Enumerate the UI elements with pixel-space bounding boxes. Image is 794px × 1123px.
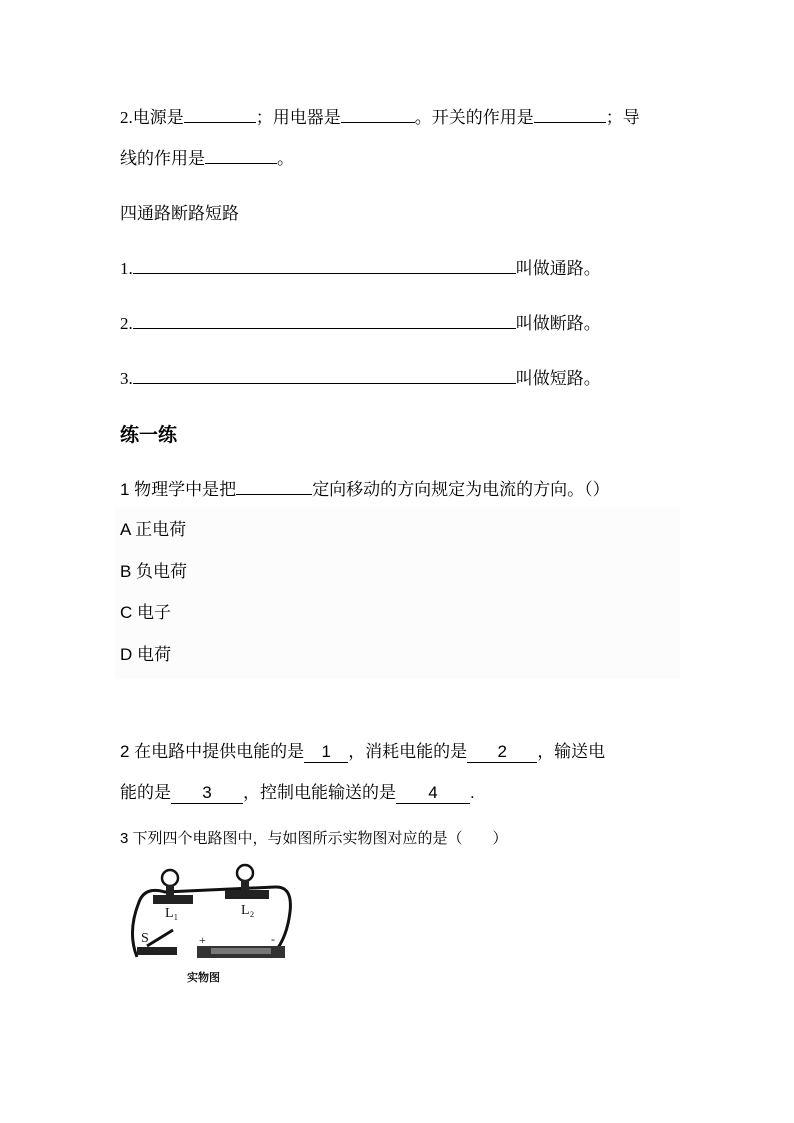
battery xyxy=(197,946,285,958)
power-source-label: 电源是 xyxy=(132,108,184,128)
question-1 xyxy=(120,478,610,502)
section2-line1 xyxy=(120,106,640,130)
section2-line2 xyxy=(120,147,294,171)
circuit-photo-figure xyxy=(125,862,295,987)
q1-suffix: 定向移动的方向规定为电流的方向。（） xyxy=(312,480,610,499)
q2-blank-3[interactable]: 3 xyxy=(171,783,243,804)
wire-role-end: 。 xyxy=(277,149,294,169)
q2-prefix: 2 在电路中提供电能的是 xyxy=(120,742,305,761)
closed-circuit-blank[interactable] xyxy=(133,257,516,274)
q2-line2-prefix: 能的是 xyxy=(120,783,171,802)
switch-role-blank[interactable] xyxy=(534,106,606,123)
section4-title: 四通路断路短路 xyxy=(120,204,239,224)
closed-circuit-label: 叫做通路。 xyxy=(515,259,601,279)
figure-caption: 实物图 xyxy=(187,971,220,984)
practice-title: 练一练 xyxy=(120,424,178,446)
item-number: 1. xyxy=(120,259,133,278)
wire-role-label: 线的作用是 xyxy=(120,149,205,169)
question-2-line2 xyxy=(120,781,475,805)
label-plus: + xyxy=(199,933,206,947)
definition-item xyxy=(120,367,601,391)
q2-mid1: ，消耗电能的是 xyxy=(348,742,468,761)
q2-mid2: ，输送电 xyxy=(537,742,606,761)
appliance-blank[interactable] xyxy=(341,106,415,123)
q1-options-box xyxy=(115,507,680,679)
q2-blank-4[interactable]: 4 xyxy=(396,783,470,804)
lamp-l2 xyxy=(225,865,269,899)
wire-label-start: ；导 xyxy=(605,108,640,128)
option-a[interactable]: A 正电荷 xyxy=(120,520,187,539)
option-d[interactable]: D 电荷 xyxy=(120,645,171,664)
definition-item xyxy=(120,257,601,281)
appliance-label: ；用电器是 xyxy=(255,108,341,128)
q1-blank[interactable] xyxy=(236,478,312,495)
q2-end: . xyxy=(470,783,475,802)
option-c[interactable]: C 电子 xyxy=(120,603,171,622)
q2-mid3: ，控制电能输送的是 xyxy=(243,783,396,802)
short-circuit-label: 叫做短路。 xyxy=(515,369,601,389)
question-3: 3 下列四个电路图中，与如图所示实物图对应的是（ ） xyxy=(120,830,508,847)
option-b[interactable]: B 负电荷 xyxy=(120,562,188,581)
question-2-line1 xyxy=(120,740,605,764)
label-s: S xyxy=(141,931,149,946)
switch-role-label: 。开关的作用是 xyxy=(414,108,534,128)
lamp-l1 xyxy=(153,870,193,904)
q2-blank-1[interactable]: 1 xyxy=(304,742,348,763)
definition-item xyxy=(120,312,601,336)
short-circuit-blank[interactable] xyxy=(133,367,516,384)
open-circuit-blank[interactable] xyxy=(133,312,516,329)
q1-prefix: 1 物理学中是把 xyxy=(120,480,237,499)
label-l1: L₁ xyxy=(165,906,179,921)
item-number: 2. xyxy=(120,314,133,333)
q2-blank-2[interactable]: 2 xyxy=(467,742,537,763)
power-source-blank[interactable] xyxy=(184,106,256,123)
label-l2: L₂ xyxy=(241,903,255,918)
label-minus: - xyxy=(271,932,275,946)
item-number: 3. xyxy=(120,369,133,388)
open-circuit-label: 叫做断路。 xyxy=(515,314,601,334)
wire-role-blank[interactable] xyxy=(205,147,277,164)
section2-number: 2. xyxy=(120,108,133,127)
